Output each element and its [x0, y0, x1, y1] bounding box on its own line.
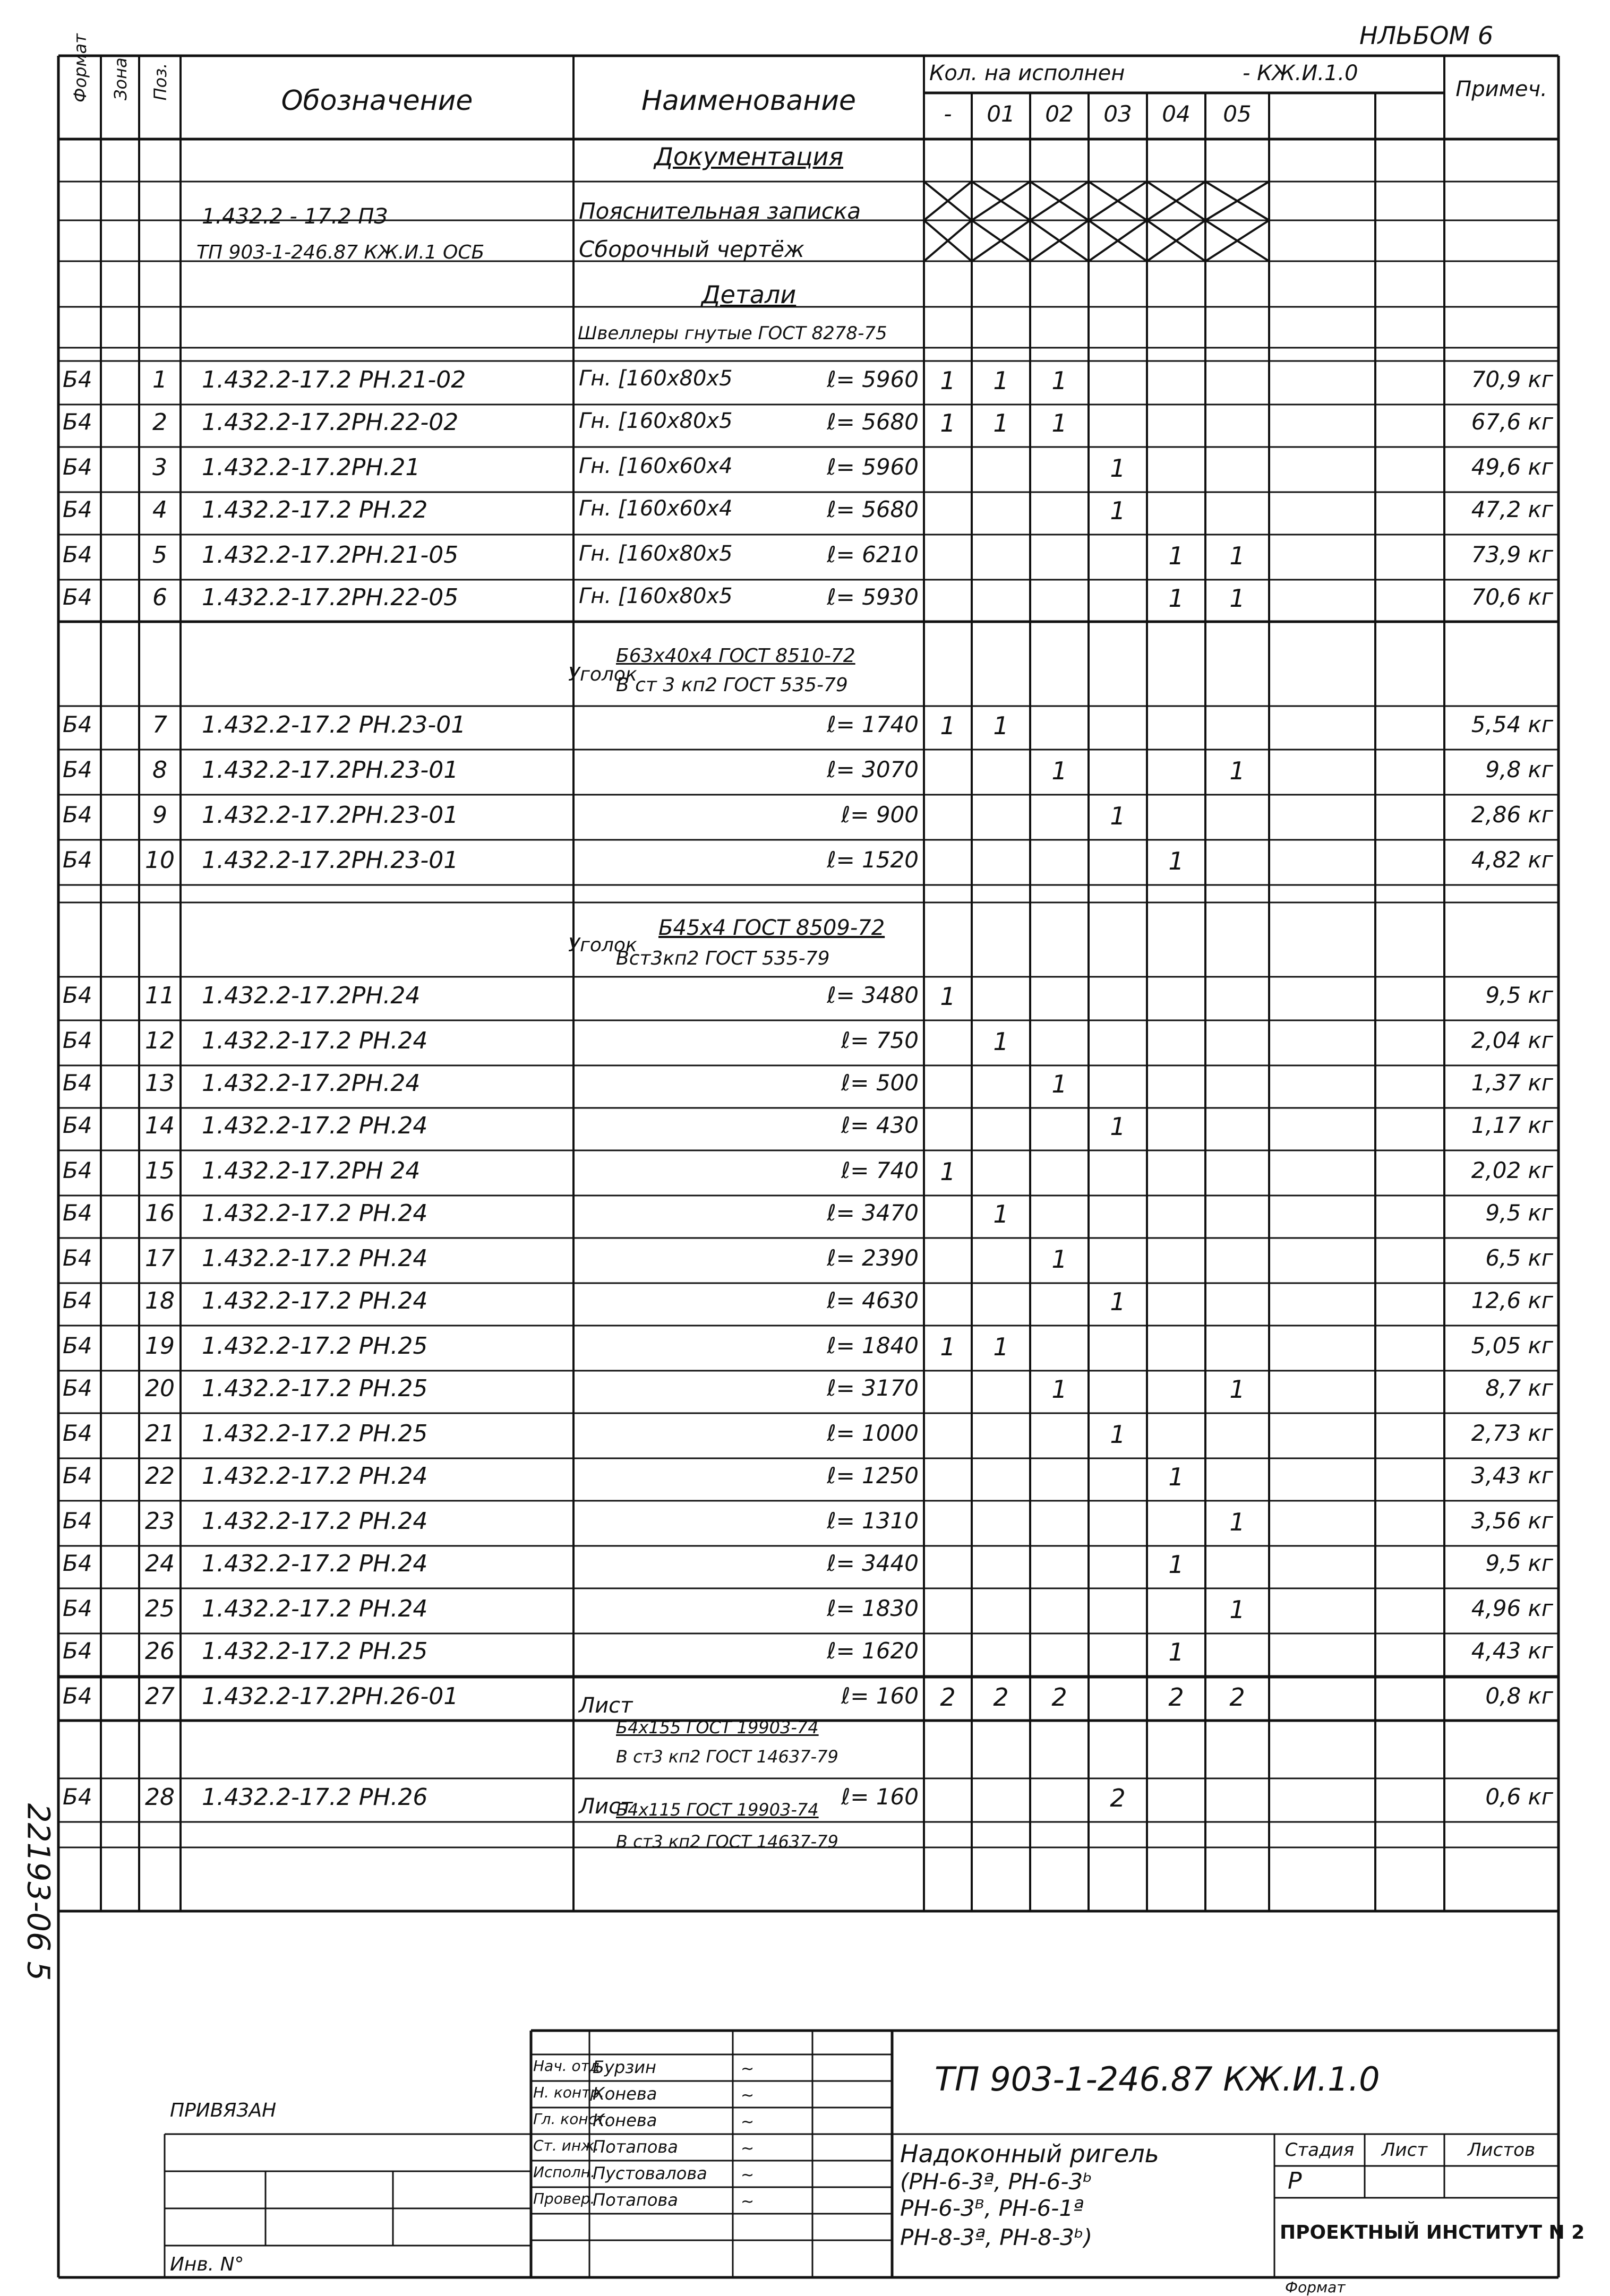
title-line-1: Надоконный ригель — [900, 2139, 1159, 2168]
angle2-profile: Б45х4 ГОСТ 8509-72 — [658, 916, 885, 940]
row-position: 27 — [145, 1683, 175, 1710]
row-position: 4 — [152, 496, 167, 523]
row-position: 11 — [145, 982, 175, 1009]
row-length: ℓ= 1740 — [827, 711, 919, 737]
row-designation: 1.432.2-17.2 РН.24 — [202, 1287, 428, 1314]
row-position: 1 — [152, 366, 167, 393]
row-length: ℓ= 750 — [841, 1027, 919, 1053]
bound-label: ПРИВЯЗАН — [170, 2100, 277, 2121]
row-note: 2,04 кг — [1471, 1027, 1553, 1053]
row-designation: 1.432.2-17.2РН.22-02 — [202, 409, 459, 436]
row-position: 7 — [152, 711, 167, 738]
row-position: 21 — [145, 1420, 175, 1447]
sheet27-steel: В ст3 кп2 ГОСТ 14637-79 — [616, 1747, 838, 1767]
row-quantity: 1 — [1168, 541, 1184, 570]
row-designation: 1.432.2-17.2 РН.22 — [202, 496, 428, 523]
row-designation: 1.432.2-17.2 РН.25 — [202, 1375, 428, 1402]
row-name: Гн. [160х60х4 — [579, 454, 733, 478]
row-format: Б4 — [63, 1200, 92, 1226]
row-quantity: 2 — [940, 1683, 956, 1712]
sign-role: Ст. инж. — [533, 2137, 600, 2154]
row-designation: 1.432.2-17.2 РН.25 — [202, 1638, 428, 1665]
side-number: 22193-06 5 — [20, 1803, 57, 1981]
sign-role: Нач. отд. — [533, 2057, 605, 2075]
row-quantity: 2 — [993, 1683, 1009, 1712]
row-note: 4,82 кг — [1471, 847, 1553, 873]
row-format: Б4 — [63, 584, 92, 610]
row-designation: 1.432.2-17.2РН 24 — [202, 1157, 421, 1184]
angle2-label: Уголок — [568, 934, 637, 956]
doc-2-name: Сборочный чертёж — [579, 236, 804, 262]
row-note: 8,7 кг — [1485, 1375, 1553, 1401]
row-designation: 1.432.2-17.2РН.21 — [202, 454, 421, 481]
header-format: Формат — [70, 33, 90, 102]
row-quantity: 1 — [993, 366, 1009, 395]
row-position: 6 — [152, 584, 167, 611]
row-designation: 1.432.2-17.2РН.26-01 — [202, 1683, 459, 1710]
sheets-label: Листов — [1467, 2139, 1535, 2161]
row-format: Б4 — [63, 1463, 92, 1489]
row-format: Б4 — [63, 847, 92, 873]
row-designation: 1.432.2-17.2 РН.26 — [202, 1784, 428, 1811]
row-quantity: 1 — [1168, 584, 1184, 613]
row-note: 3,43 кг — [1471, 1463, 1553, 1489]
row-format: Б4 — [63, 1420, 92, 1446]
row-name: Лист — [579, 1693, 633, 1718]
row-note: 9,8 кг — [1485, 756, 1553, 782]
row-quantity: 1 — [1229, 584, 1245, 613]
row-quantity: 1 — [1110, 802, 1126, 830]
row-position: 12 — [145, 1027, 175, 1054]
variant-header: 01 — [987, 101, 1015, 127]
row-position: 17 — [145, 1245, 175, 1272]
row-designation: 1.432.2-17.2РН.23-01 — [202, 802, 459, 829]
row-quantity: 1 — [1168, 847, 1184, 875]
row-quantity: 1 — [1051, 366, 1067, 395]
sheet28-steel: В ст3 кп2 ГОСТ 14637-79 — [616, 1831, 838, 1852]
format-label: Формат — [1285, 2278, 1346, 2296]
section-details: Детали — [701, 280, 797, 309]
signature-mark: ~ — [741, 2113, 755, 2131]
row-quantity: 1 — [993, 1027, 1009, 1056]
row-length: ℓ= 5960 — [827, 454, 919, 480]
row-quantity: 1 — [993, 711, 1009, 740]
row-note: 4,43 кг — [1471, 1638, 1553, 1664]
row-designation: 1.432.2-17.2РН.23-01 — [202, 847, 459, 874]
row-format: Б4 — [63, 1508, 92, 1534]
row-length: ℓ= 5680 — [827, 409, 919, 435]
row-quantity: 1 — [940, 1332, 956, 1361]
row-position: 28 — [145, 1784, 175, 1811]
signature-mark: ~ — [741, 2086, 755, 2105]
row-note: 70,6 кг — [1471, 584, 1553, 610]
row-designation: 1.432.2-17.2 РН.24 — [202, 1508, 428, 1535]
sign-name: Потапова — [593, 2137, 678, 2157]
row-note: 67,6 кг — [1471, 409, 1553, 435]
row-position: 23 — [145, 1508, 175, 1535]
row-format: Б4 — [63, 541, 92, 567]
header-designation: Обозначение — [281, 85, 473, 117]
row-note: 4,96 кг — [1471, 1595, 1553, 1621]
row-designation: 1.432.2-17.2 РН.24 — [202, 1027, 428, 1054]
row-length: ℓ= 160 — [841, 1784, 919, 1810]
row-quantity: 1 — [993, 1332, 1009, 1361]
row-name: Лист — [579, 1794, 633, 1819]
row-format: Б4 — [63, 1375, 92, 1401]
row-length: ℓ= 430 — [841, 1112, 919, 1138]
row-position: 8 — [152, 756, 167, 784]
row-designation: 1.432.2-17.2 РН.24 — [202, 1595, 428, 1622]
row-format: Б4 — [63, 756, 92, 782]
angle1-profile: Б63х40х4 ГОСТ 8510-72 — [616, 645, 855, 667]
row-note: 2,73 кг — [1471, 1420, 1553, 1446]
row-quantity: 1 — [940, 711, 956, 740]
row-quantity: 1 — [1051, 1375, 1067, 1404]
row-designation: 1.432.2-17.2 РН.25 — [202, 1332, 428, 1360]
row-quantity: 1 — [1229, 1508, 1245, 1536]
row-designation: 1.432.2-17.2 РН.24 — [202, 1245, 428, 1272]
row-quantity: 1 — [940, 409, 956, 437]
header-pos: Поз. — [150, 63, 170, 101]
row-position: 18 — [145, 1287, 175, 1314]
variant-header: 02 — [1045, 101, 1074, 127]
signature-mark: ~ — [741, 2060, 755, 2078]
row-format: Б4 — [63, 409, 92, 435]
header-qty-title: Кол. на исполнен — [929, 61, 1125, 85]
title-line-2: (РН-6-3ª, РН-6-3ᵇ — [900, 2169, 1093, 2195]
row-note: 1,17 кг — [1471, 1112, 1553, 1138]
row-quantity: 1 — [1110, 1287, 1126, 1316]
row-format: Б4 — [63, 1027, 92, 1053]
row-format: Б4 — [63, 1784, 92, 1810]
row-position: 15 — [145, 1157, 175, 1184]
row-format: Б4 — [63, 1287, 92, 1313]
row-length: ℓ= 6210 — [827, 541, 919, 567]
row-quantity: 1 — [1229, 1595, 1245, 1624]
header-zone: Зона — [110, 57, 131, 100]
row-position: 5 — [152, 541, 167, 569]
row-format: Б4 — [63, 1157, 92, 1183]
row-length: ℓ= 3470 — [827, 1200, 919, 1226]
variant-header: 03 — [1103, 101, 1132, 127]
signature-mark: ~ — [741, 2166, 755, 2185]
row-quantity: 1 — [940, 982, 956, 1011]
row-format: Б4 — [63, 1595, 92, 1621]
row-format: Б4 — [63, 802, 92, 828]
row-note: 6,5 кг — [1485, 1245, 1553, 1271]
row-designation: 1.432.2-17.2 РН.23-01 — [202, 711, 466, 738]
row-designation: 1.432.2-17.2РН.24 — [202, 1070, 421, 1097]
row-note: 0,8 кг — [1485, 1683, 1553, 1709]
sign-name: Пустовалова — [593, 2163, 707, 2183]
row-format: Б4 — [63, 1245, 92, 1271]
row-name: Гн. [160х80х5 — [579, 584, 733, 608]
row-length: ℓ= 2390 — [827, 1245, 919, 1271]
row-quantity: 1 — [1051, 409, 1067, 437]
row-note: 70,9 кг — [1471, 366, 1553, 392]
row-designation: 1.432.2-17.2РН.22-05 — [202, 584, 459, 611]
row-quantity: 1 — [1168, 1463, 1184, 1491]
row-position: 25 — [145, 1595, 175, 1622]
sign-role: Н. контр. — [533, 2084, 605, 2101]
stage-label: Стадия — [1284, 2139, 1355, 2161]
row-name: Гн. [160х60х4 — [579, 496, 733, 521]
row-quantity: 1 — [1229, 541, 1245, 570]
row-note: 0,6 кг — [1485, 1784, 1553, 1810]
sheet-label: Лист — [1381, 2139, 1428, 2161]
row-position: 3 — [152, 454, 167, 481]
header-note: Примеч. — [1455, 77, 1547, 101]
stage-value: Р — [1288, 2168, 1302, 2195]
row-quantity: 1 — [1110, 496, 1126, 525]
row-name: Гн. [160х80х5 — [579, 409, 733, 433]
row-note: 1,37 кг — [1471, 1070, 1553, 1096]
doc-code: ТП 903-1-246.87 КЖ.И.1.0 — [935, 2060, 1380, 2099]
row-position: 26 — [145, 1638, 175, 1665]
row-designation: 1.432.2-17.2РН.21-05 — [202, 541, 459, 569]
row-position: 24 — [145, 1550, 175, 1577]
row-quantity: 1 — [1110, 1112, 1126, 1141]
doc-1-name: Пояснительная записка — [579, 198, 861, 224]
row-quantity: 1 — [1229, 756, 1245, 785]
row-length: ℓ= 4630 — [827, 1287, 919, 1313]
sign-role: Гл. конст. — [533, 2110, 610, 2128]
row-quantity: 2 — [1051, 1683, 1067, 1712]
row-length: ℓ= 1840 — [827, 1332, 919, 1358]
row-designation: 1.432.2-17.2 РН.24 — [202, 1112, 428, 1139]
row-length: ℓ= 160 — [841, 1683, 919, 1709]
row-format: Б4 — [63, 454, 92, 480]
sign-role: Исполн. — [533, 2163, 595, 2181]
row-length: ℓ= 1250 — [827, 1463, 919, 1489]
row-quantity: 1 — [1051, 1070, 1067, 1098]
row-quantity: 1 — [1051, 756, 1067, 785]
sign-role: Провер. — [533, 2190, 595, 2207]
header-name: Наименование — [641, 85, 857, 117]
title-line-3: РН-6-3ᴮ, РН-6-1ª — [900, 2195, 1084, 2221]
row-position: 13 — [145, 1070, 175, 1097]
row-length: ℓ= 1310 — [827, 1508, 919, 1534]
row-position: 20 — [145, 1375, 175, 1402]
row-length: ℓ= 900 — [841, 802, 919, 828]
row-length: ℓ= 1520 — [827, 847, 919, 873]
row-designation: 1.432.2-17.2 РН.24 — [202, 1463, 428, 1490]
row-note: 9,5 кг — [1485, 1200, 1553, 1226]
sheet28-profile: Б4х115 ГОСТ 19903-74 — [616, 1800, 819, 1820]
row-quantity: 1 — [1051, 1245, 1067, 1274]
row-designation: 1.432.2-17.2 РН.21-02 — [202, 366, 466, 393]
row-position: 14 — [145, 1112, 175, 1139]
doc-1-designation: 1.432.2 - 17.2 ПЗ — [202, 204, 388, 229]
row-format: Б4 — [63, 496, 92, 522]
row-length: ℓ= 5960 — [827, 366, 919, 392]
row-quantity: 2 — [1168, 1683, 1184, 1712]
row-format: Б4 — [63, 982, 92, 1008]
row-format: Б4 — [63, 711, 92, 737]
row-position: 9 — [152, 802, 167, 829]
variant-header: 05 — [1223, 101, 1252, 127]
row-note: 2,86 кг — [1471, 802, 1553, 828]
row-format: Б4 — [63, 1683, 92, 1709]
row-note: 5,54 кг — [1471, 711, 1553, 737]
row-note: 12,6 кг — [1471, 1287, 1553, 1313]
row-designation: 1.432.2-17.2РН.23-01 — [202, 756, 459, 784]
row-note: 9,5 кг — [1485, 1550, 1553, 1576]
sign-name: Конева — [593, 2084, 657, 2104]
row-quantity: 1 — [1168, 1638, 1184, 1666]
row-format: Б4 — [63, 1550, 92, 1576]
title-line-4: РН-8-3ª, РН-8-3ᵇ) — [900, 2224, 1093, 2250]
row-quantity: 1 — [1168, 1550, 1184, 1579]
row-length: ℓ= 740 — [841, 1157, 919, 1183]
row-designation: 1.432.2-17.2РН.24 — [202, 982, 421, 1009]
row-name: Гн. [160х80х5 — [579, 366, 733, 391]
row-designation: 1.432.2-17.2 РН.24 — [202, 1200, 428, 1227]
row-length: ℓ= 5680 — [827, 496, 919, 522]
row-quantity: 1 — [1229, 1375, 1245, 1404]
row-note: 73,9 кг — [1471, 541, 1553, 567]
row-length: ℓ= 3070 — [827, 756, 919, 782]
row-note: 47,2 кг — [1471, 496, 1553, 522]
row-quantity: 1 — [1110, 1420, 1126, 1449]
angle2-steel: Вст3кп2 ГОСТ 535-79 — [616, 948, 830, 969]
row-designation: 1.432.2-17.2 РН.24 — [202, 1550, 428, 1577]
row-name: Гн. [160х80х5 — [579, 541, 733, 566]
row-note: 3,56 кг — [1471, 1508, 1553, 1534]
row-length: ℓ= 1620 — [827, 1638, 919, 1664]
section-channels: Швеллеры гнутые ГОСТ 8278-75 — [578, 323, 887, 344]
row-position: 10 — [145, 847, 175, 874]
album-label: НЛЬБОМ 6 — [1359, 21, 1494, 50]
row-position: 22 — [145, 1463, 175, 1490]
sheet27-profile: Б4х155 ГОСТ 19903-74 — [616, 1717, 819, 1738]
row-note: 5,05 кг — [1471, 1332, 1553, 1358]
row-note: 9,5 кг — [1485, 982, 1553, 1008]
variant-header: - — [944, 101, 952, 127]
row-position: 16 — [145, 1200, 175, 1227]
doc-2-designation: ТП 903-1-246.87 КЖ.И.1 ОСБ — [196, 242, 485, 263]
organization: ПРОЕКТНЫЙ ИНСТИТУТ N 2 — [1280, 2222, 1585, 2243]
row-quantity: 1 — [1110, 454, 1126, 483]
sign-name: Бурзин — [593, 2057, 656, 2077]
row-quantity: 1 — [993, 1200, 1009, 1228]
row-quantity: 1 — [993, 409, 1009, 437]
signature-mark: ~ — [741, 2192, 755, 2211]
inv-label: Инв. N° — [170, 2254, 244, 2275]
row-quantity: 2 — [1229, 1683, 1245, 1712]
row-length: ℓ= 3480 — [827, 982, 919, 1008]
row-format: Б4 — [63, 1332, 92, 1358]
section-documentation: Документация — [654, 142, 844, 171]
row-length: ℓ= 5930 — [827, 584, 919, 610]
row-note: 49,6 кг — [1471, 454, 1553, 480]
row-format: Б4 — [63, 366, 92, 392]
row-quantity: 2 — [1110, 1784, 1126, 1812]
angle1-steel: В ст 3 кп2 ГОСТ 535-79 — [616, 674, 848, 696]
row-quantity: 1 — [940, 1157, 956, 1186]
sign-name: Конева — [593, 2110, 657, 2130]
row-quantity: 1 — [940, 366, 956, 395]
row-position: 19 — [145, 1332, 175, 1360]
row-length: ℓ= 1000 — [827, 1420, 919, 1446]
row-position: 2 — [152, 409, 167, 436]
row-format: Б4 — [63, 1638, 92, 1664]
row-format: Б4 — [63, 1070, 92, 1096]
row-note: 2,02 кг — [1471, 1157, 1553, 1183]
row-designation: 1.432.2-17.2 РН.25 — [202, 1420, 428, 1447]
row-length: ℓ= 3440 — [827, 1550, 919, 1576]
signature-mark: ~ — [741, 2139, 755, 2158]
header-qty-doc: - КЖ.И.1.0 — [1243, 61, 1358, 85]
row-format: Б4 — [63, 1112, 92, 1138]
row-length: ℓ= 1830 — [827, 1595, 919, 1621]
sign-name: Потапова — [593, 2190, 678, 2210]
angle1-label: Уголок — [568, 664, 637, 685]
row-length: ℓ= 500 — [841, 1070, 919, 1096]
row-length: ℓ= 3170 — [827, 1375, 919, 1401]
variant-header: 04 — [1162, 101, 1191, 127]
